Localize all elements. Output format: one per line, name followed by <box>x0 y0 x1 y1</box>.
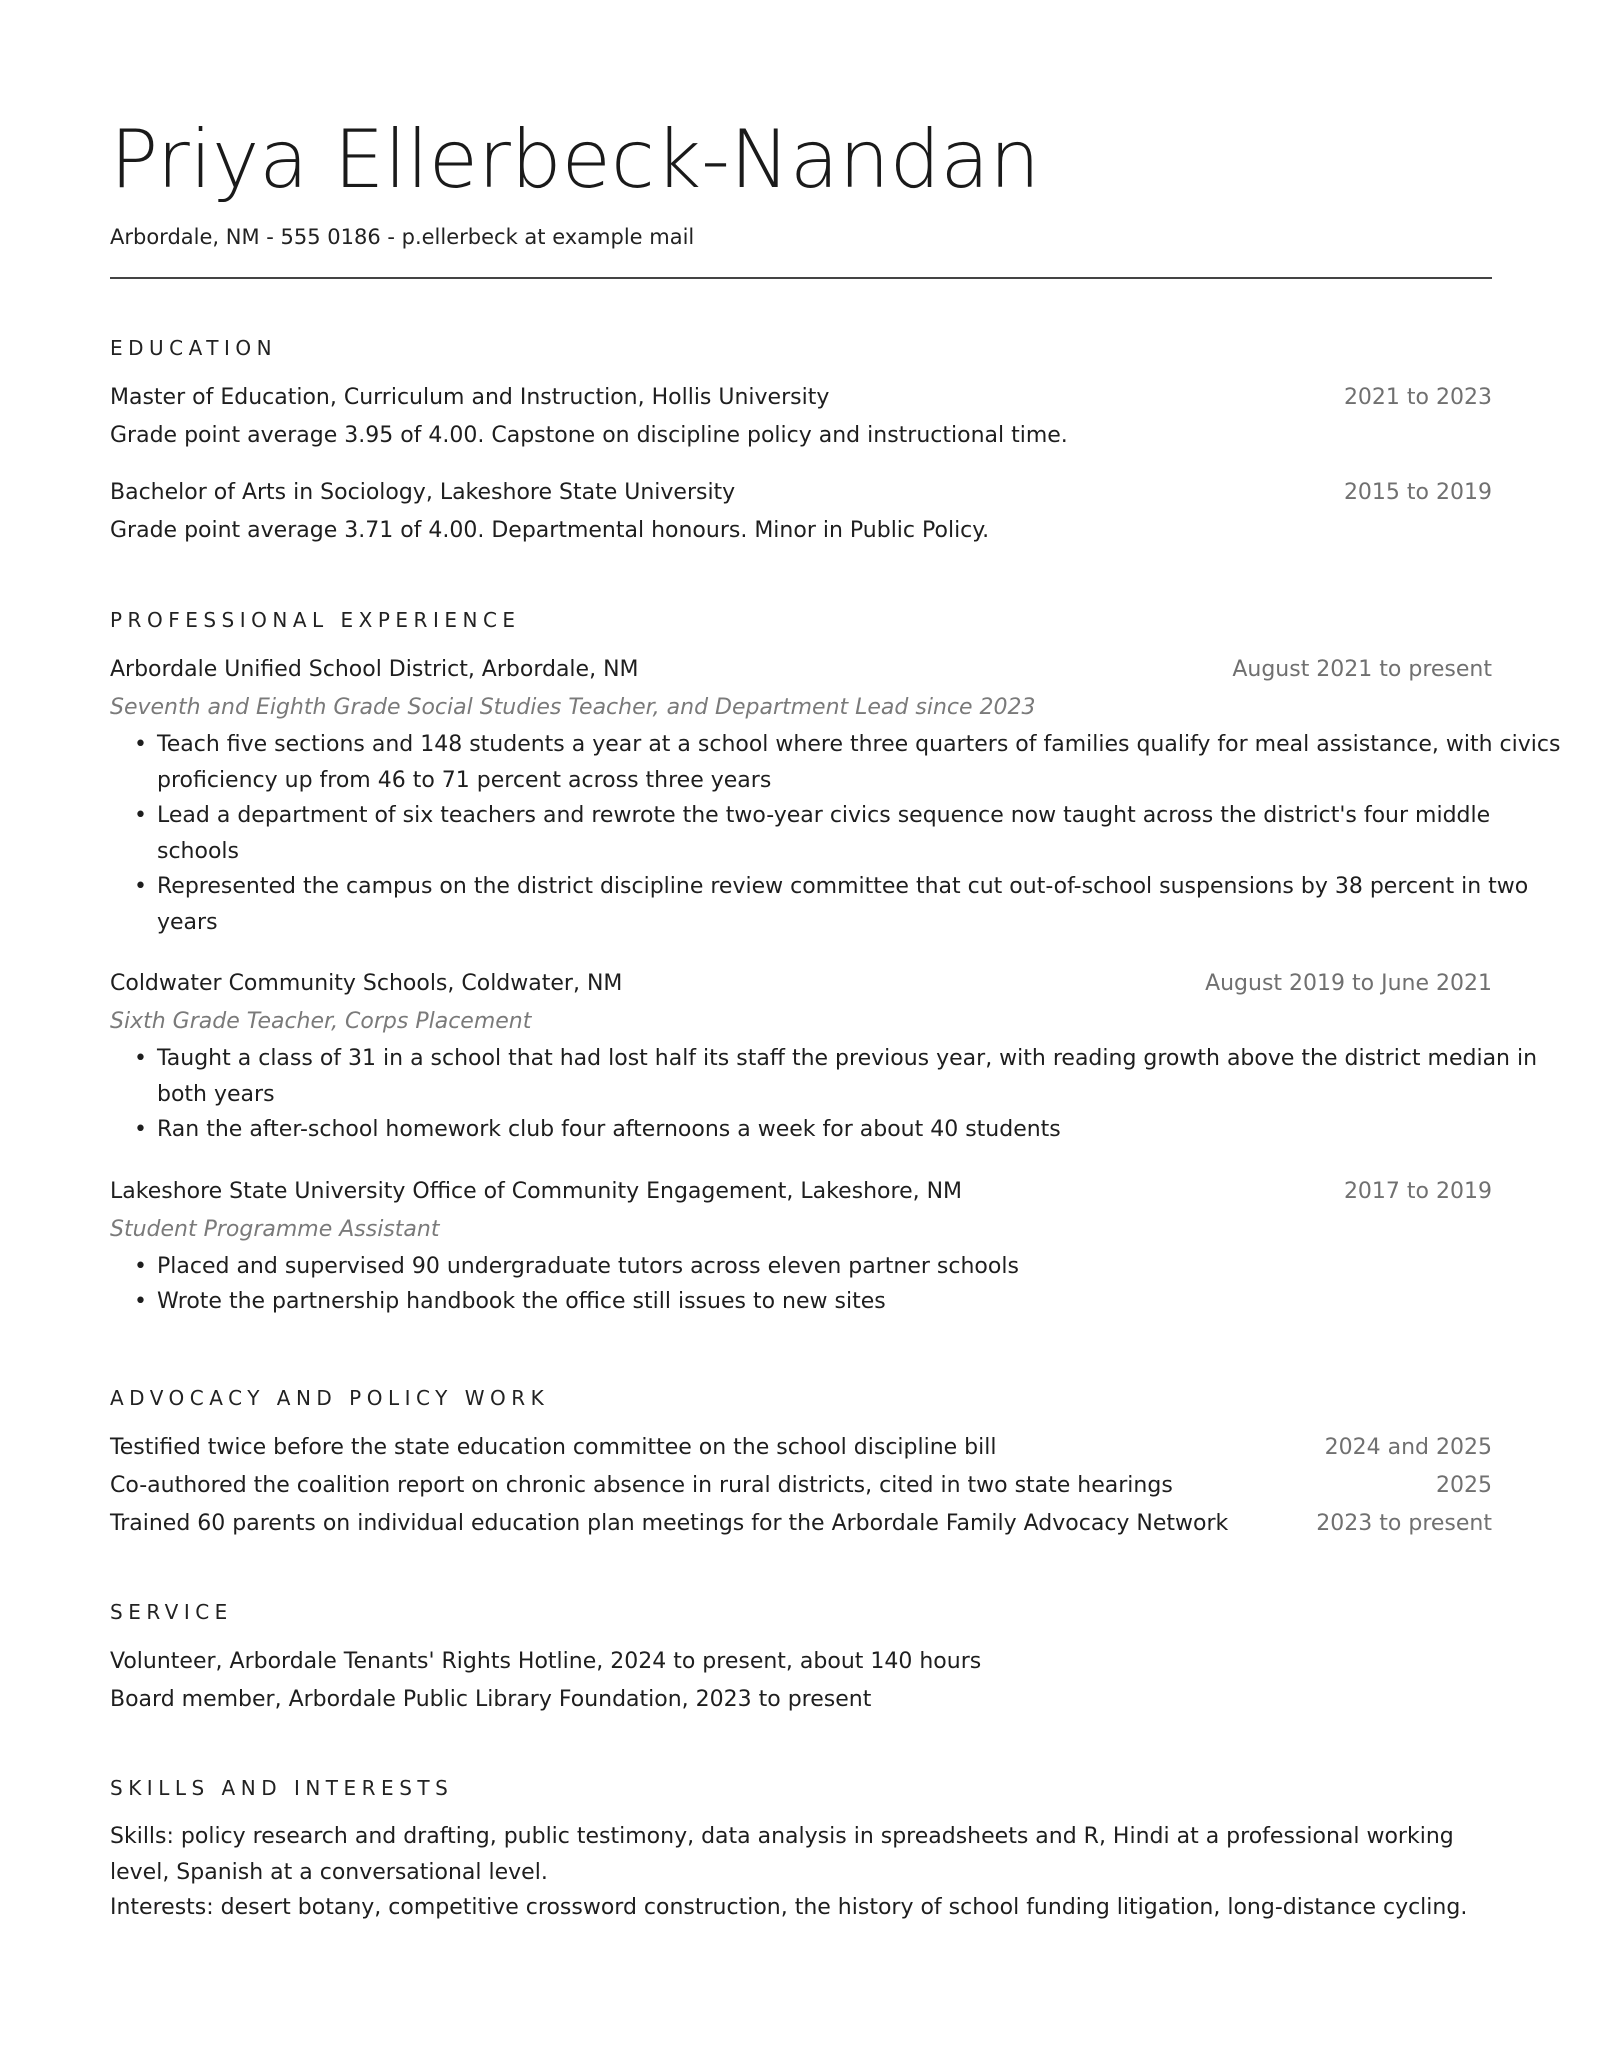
degree: Master of Education, Curriculum and Instruction, Hollis University <box>110 385 830 410</box>
section-title: PROFESSIONAL EXPERIENCE <box>110 608 521 632</box>
job-role: Sixth Grade Teacher, Corps Placement <box>110 1009 532 1034</box>
advocacy-item <box>110 1429 1492 1467</box>
employer: Coldwater Community Schools, Coldwater, NM <box>110 971 623 996</box>
bullet-item: • Represented the campus on the district discipline review committee that cut out-of-school suspensions by 38 percent in two years <box>110 869 1567 940</box>
employer: Arbordale Unified School District, Arbordale, NM <box>110 657 639 682</box>
dates: August 2019 to June 2021 <box>1205 971 1492 996</box>
bullet-item: • Placed and supervised 90 undergraduate tutors across eleven partner schools <box>110 1249 1567 1285</box>
header-divider <box>110 277 1492 279</box>
job-entry <box>110 965 1538 1148</box>
skills-section <box>110 1774 1492 1926</box>
advocacy-item <box>110 1467 1492 1505</box>
dates: 2025 <box>1436 1473 1492 1498</box>
service-item: Volunteer, Arbordale Tenants' Rights Hotline, 2024 to present, about 140 hours <box>110 1649 982 1674</box>
service-item: Board member, Arbordale Public Library Foundation, 2023 to present <box>110 1687 872 1712</box>
section-title: SKILLS AND INTERESTS <box>110 1776 454 1800</box>
dates: 2023 to present <box>1316 1511 1492 1536</box>
bullet-item: • Wrote the partnership handbook the office still issues to new sites <box>110 1284 1567 1320</box>
section-title: EDUCATION <box>110 336 278 360</box>
bullet-item: • Ran the after-school homework club four afternoons a week for about 40 students <box>110 1112 1567 1148</box>
dates: 2021 to 2023 <box>1343 385 1492 410</box>
employer: Lakeshore State University Office of Community Engagement, Lakeshore, NM <box>110 1178 963 1204</box>
job-role: Seventh and Eighth Grade Social Studies Teacher, and Department Lead since 2023 <box>110 695 1036 720</box>
dates: August 2021 to present <box>1232 657 1492 682</box>
interests-text: Interests: desert botany, competitive crossword construction, the history of school funding litigation, long-distance cycling. <box>110 1895 1468 1920</box>
degree: Bachelor of Arts in Sociology, Lakeshore State University <box>110 480 736 505</box>
advocacy-text: Co-authored the coalition report on chronic absence in rural districts, cited in two state hearings <box>110 1473 1173 1498</box>
contact-line: Arbordale, NM - 555 0186 - p.ellerbeck at example mail <box>110 225 695 249</box>
education-section <box>110 334 1492 550</box>
education-entry <box>110 474 1492 550</box>
job-role: Student Programme Assistant <box>110 1216 440 1242</box>
bullet-item: • Lead a department of six teachers and rewrote the two-year civics sequence now taught across the district's four middle schools <box>110 798 1567 869</box>
degree-detail: Grade point average 3.95 of 4.00. Capstone on discipline policy and instructional time. <box>110 423 1068 448</box>
education-entry <box>110 379 1492 455</box>
degree-detail: Grade point average 3.71 of 4.00. Departmental honours. Minor in Public Policy. <box>110 518 990 543</box>
skills-text: Skills: policy research and drafting, public testimony, data analysis in spreadsheets and R, Hindi at a professional working level, Spanish at a conversational level. <box>110 1824 1454 1885</box>
experience-section <box>110 606 1561 1320</box>
job-entry <box>110 651 1561 940</box>
dates: 2017 to 2019 <box>1343 1178 1492 1204</box>
dates: 2015 to 2019 <box>1343 480 1492 505</box>
advocacy-section <box>110 1384 1492 1543</box>
bullet-item: • Teach five sections and 148 students a year at a school where three quarters of families qualify for meal assistance, with civics proficiency up from 46 to 71 percent across three years <box>110 727 1567 798</box>
advocacy-item <box>110 1505 1492 1543</box>
dates: 2024 and 2025 <box>1324 1435 1492 1460</box>
advocacy-text: Testified twice before the state education committee on the school discipline bill <box>110 1435 997 1460</box>
job-entry <box>110 1173 1492 1320</box>
section-title: ADVOCACY AND POLICY WORK <box>110 1386 550 1410</box>
service-section <box>110 1598 1492 1719</box>
section-title: SERVICE <box>110 1600 233 1624</box>
advocacy-text: Trained 60 parents on individual education plan meetings for the Arbordale Family Advocacy Network <box>110 1511 1229 1536</box>
bullet-item: • Taught a class of 31 in a school that had lost half its staff the previous year, with reading growth above the district median in both years <box>110 1041 1567 1112</box>
candidate-name: Priya Ellerbeck-Nandan <box>110 113 1041 206</box>
